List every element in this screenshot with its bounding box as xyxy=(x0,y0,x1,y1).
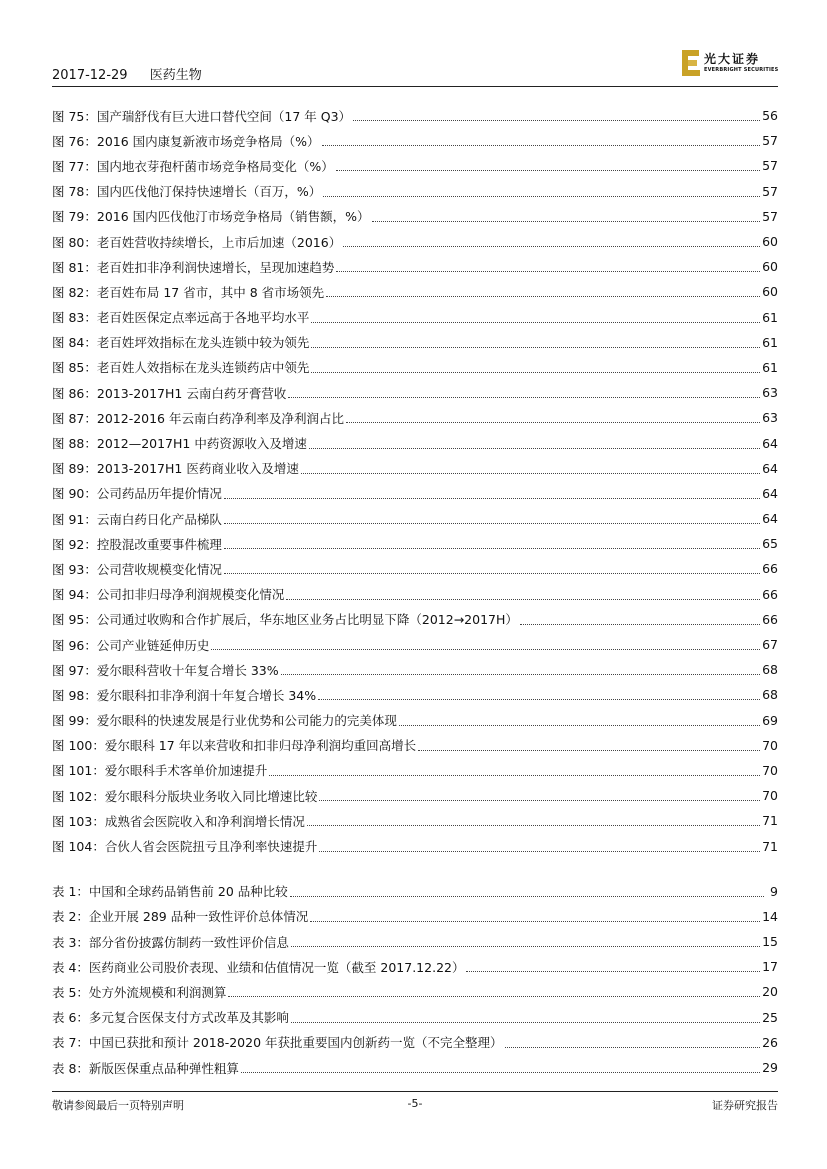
table-list xyxy=(52,879,778,1081)
figure-entry-page: 71 xyxy=(762,813,778,829)
figure-entry-page: 57 xyxy=(762,158,778,174)
disclaimer-note: 敬请参阅最后一页特别声明 xyxy=(52,1099,184,1112)
figure-entry-page: 65 xyxy=(762,536,778,552)
dot-leader xyxy=(291,1022,760,1023)
table-entry-page: 17 xyxy=(762,959,778,975)
table-entry[interactable] xyxy=(52,1055,778,1080)
figure-entry-page: 63 xyxy=(762,385,778,401)
figure-entry-label: 图 78：国内匹伐他汀保持快速增长（百万，%） xyxy=(52,184,322,200)
figure-entry-label: 图 87：2012-2016 年云南白药净利率及净利润占比 xyxy=(52,410,344,426)
dot-leader xyxy=(336,271,760,272)
table-of-contents xyxy=(52,103,778,1080)
figure-entry[interactable] xyxy=(52,556,778,581)
figure-entry-page: 66 xyxy=(762,586,778,602)
figure-entry-label: 图 92：控股混改重要事件梳理 xyxy=(52,536,222,552)
figure-entry-page: 57 xyxy=(762,208,778,224)
logo-mark-icon xyxy=(682,50,700,76)
figure-entry[interactable] xyxy=(52,682,778,707)
figure-entry-label: 图 99：爱尔眼科的快速发展是行业优势和公司能力的完美体现 xyxy=(52,713,397,729)
figure-entry-label: 图 104：合伙人省会医院扭亏且净利率快速提升 xyxy=(52,839,318,855)
figure-entry[interactable] xyxy=(52,783,778,808)
figure-entry-label: 图 95：公司通过收购和合作扩展后，华东地区业务占比明显下降（2012→2017H） xyxy=(52,612,518,628)
dot-leader xyxy=(319,800,760,801)
figure-entry-label: 图 91：云南白药日化产品梯队 xyxy=(52,511,222,527)
dot-leader xyxy=(326,296,760,297)
table-entry-page: 20 xyxy=(762,984,778,1000)
figure-entry-label: 图 102：爱尔眼科分版块业务收入同比增速比较 xyxy=(52,788,318,804)
figure-entry[interactable] xyxy=(52,758,778,783)
figure-entry-label: 图 83：老百姓医保定点率远高于各地平均水平 xyxy=(52,310,310,326)
figure-entry-label: 图 88：2012—2017H1 中药资源收入及增速 xyxy=(52,436,307,452)
dot-leader xyxy=(241,1072,760,1073)
footer-divider xyxy=(52,1091,778,1092)
table-entry-page: 15 xyxy=(762,934,778,950)
dot-leader xyxy=(224,498,760,499)
figure-entry-label: 图 90：公司药品历年提价情况 xyxy=(52,486,222,502)
figure-entry-page: 61 xyxy=(762,359,778,375)
dot-leader xyxy=(269,775,760,776)
report-date: 2017-12-29 xyxy=(52,68,128,83)
table-entry-label: 表 7：中国已获批和预计 2018-2020 年获批重要国内创新药一览（不完全整理） xyxy=(52,1035,503,1051)
figure-entry-label: 图 101：爱尔眼科手术客单价加速提升 xyxy=(52,763,268,779)
dot-leader xyxy=(418,750,760,751)
dot-leader xyxy=(311,372,760,373)
figure-entry[interactable] xyxy=(52,657,778,682)
figure-entry-label: 图 98：爱尔眼科扣非净利润十年复合增长 34% xyxy=(52,687,317,703)
table-entry-label: 表 6：多元复合医保支付方式改革及其影响 xyxy=(52,1010,289,1026)
figure-entry[interactable] xyxy=(52,103,778,128)
dot-leader xyxy=(307,825,760,826)
figure-entry-page: 64 xyxy=(762,485,778,501)
figure-entry-page: 64 xyxy=(762,460,778,476)
dot-leader xyxy=(322,145,761,146)
dot-leader xyxy=(319,851,760,852)
figure-entry[interactable] xyxy=(52,179,778,204)
table-entry-label: 表 5：处方外流规模和利润测算 xyxy=(52,984,227,1000)
dot-leader xyxy=(399,725,760,726)
figure-entry-label: 图 77：国内地衣芽孢杆菌市场竞争格局变化（%） xyxy=(52,158,334,174)
section-gap xyxy=(52,859,778,879)
figure-entry[interactable] xyxy=(52,355,778,380)
figure-entry-label: 图 100：爱尔眼科 17 年以来营收和扣非归母净利润均重回高增长 xyxy=(52,738,417,754)
figure-entry[interactable] xyxy=(52,481,778,506)
figure-entry[interactable] xyxy=(52,582,778,607)
figure-entry[interactable] xyxy=(52,456,778,481)
figure-entry-page: 67 xyxy=(762,637,778,653)
figure-entry-label: 图 80：老百姓营收持续增长，上市后加速（2016） xyxy=(52,234,342,250)
dot-leader xyxy=(353,120,760,121)
table-entry-label: 表 2：企业开展 289 品种一致性评价总体情况 xyxy=(52,909,309,925)
dot-leader xyxy=(466,971,760,972)
dot-leader xyxy=(301,473,760,474)
dot-leader xyxy=(372,221,761,222)
table-entry[interactable] xyxy=(52,879,778,904)
dot-leader xyxy=(346,422,760,423)
figure-entry-page: 64 xyxy=(762,511,778,527)
table-entry-label: 表 1：中国和全球药品销售前 20 品种比较 xyxy=(52,884,288,900)
figure-entry[interactable] xyxy=(52,330,778,355)
figure-entry-page: 68 xyxy=(762,687,778,703)
figure-entry-page: 68 xyxy=(762,662,778,678)
figure-entry-page: 60 xyxy=(762,234,778,250)
figure-entry[interactable] xyxy=(52,229,778,254)
figure-entry[interactable] xyxy=(52,405,778,430)
figure-entry-label: 图 76：2016 国内康复新液市场竞争格局（%） xyxy=(52,133,320,149)
figure-entry[interactable] xyxy=(52,153,778,178)
table-entry[interactable] xyxy=(52,979,778,1004)
figure-entry[interactable] xyxy=(52,506,778,531)
figure-entry-label: 图 82：老百姓布局 17 省市，其中 8 省市场领先 xyxy=(52,284,325,300)
figure-entry-page: 66 xyxy=(762,561,778,577)
figure-entry-label: 图 84：老百姓坪效指标在龙头连锁中较为领先 xyxy=(52,335,310,351)
figure-entry-page: 56 xyxy=(762,108,778,124)
table-entry-label: 表 4：医药商业公司股价表现、业绩和估值情况一览（截至 2017.12.22） xyxy=(52,959,465,975)
table-entry[interactable] xyxy=(52,1030,778,1055)
page-number: -5- xyxy=(407,1097,423,1110)
figure-entry-page: 69 xyxy=(762,712,778,728)
figure-entry-page: 70 xyxy=(762,788,778,804)
figure-entry[interactable] xyxy=(52,607,778,632)
table-entry-page: 26 xyxy=(762,1034,778,1050)
figure-entry[interactable] xyxy=(52,430,778,455)
dot-leader xyxy=(343,246,760,247)
dot-leader xyxy=(290,896,764,897)
figure-entry-page: 61 xyxy=(762,334,778,350)
figure-entry[interactable] xyxy=(52,733,778,758)
dot-leader xyxy=(309,448,760,449)
figure-entry-label: 图 93：公司营收规模变化情况 xyxy=(52,561,222,577)
logo-english-name: EVERBRIGHT SECURITIES xyxy=(704,67,779,73)
figure-entry-page: 57 xyxy=(762,183,778,199)
figure-entry-page: 64 xyxy=(762,435,778,451)
company-logo xyxy=(682,50,778,80)
figure-entry[interactable] xyxy=(52,380,778,405)
figure-entry[interactable] xyxy=(52,279,778,304)
page-header xyxy=(52,52,779,84)
figure-entry-page: 71 xyxy=(762,838,778,854)
figure-entry-label: 图 75：国产瑞舒伐有巨大进口替代空间（17 年 Q3） xyxy=(52,108,352,124)
table-entry-page: 25 xyxy=(762,1009,778,1025)
figure-entry-label: 图 79：2016 国内匹伐他汀市场竞争格局（销售额，%） xyxy=(52,209,370,225)
table-entry-label: 表 3：部分省份披露仿制药一致性评价信息 xyxy=(52,934,289,950)
report-sector: 医药生物 xyxy=(149,68,202,83)
figure-entry-label: 图 103：成熟省会医院收入和净利润增长情况 xyxy=(52,813,305,829)
dot-leader xyxy=(286,599,760,600)
figure-entry-label: 图 86：2013-2017H1 云南白药牙膏营收 xyxy=(52,385,287,401)
figure-list xyxy=(52,103,778,859)
figure-entry[interactable] xyxy=(52,128,778,153)
table-entry-page: 14 xyxy=(762,908,778,924)
header-text xyxy=(52,64,220,83)
table-entry-page: 9 xyxy=(770,883,778,899)
figure-entry-label: 图 81：老百姓扣非净利润快速增长，呈现加速趋势 xyxy=(52,259,335,275)
header-divider xyxy=(52,86,778,87)
figure-entry-page: 57 xyxy=(762,133,778,149)
dot-leader xyxy=(291,946,760,947)
figure-entry-page: 60 xyxy=(762,259,778,275)
figure-entry[interactable] xyxy=(52,305,778,330)
table-entry[interactable] xyxy=(52,904,778,929)
dot-leader xyxy=(311,322,760,323)
figure-entry-page: 60 xyxy=(762,284,778,300)
table-entry[interactable] xyxy=(52,1005,778,1030)
dot-leader xyxy=(281,674,760,675)
figure-entry-page: 70 xyxy=(762,737,778,753)
logo-chinese-name: 光大证券 xyxy=(704,52,761,66)
table-entry[interactable] xyxy=(52,954,778,979)
dot-leader xyxy=(228,996,760,997)
figure-entry-label: 图 94：公司扣非归母净利润规模变化情况 xyxy=(52,587,285,603)
dot-leader xyxy=(311,347,760,348)
dot-leader xyxy=(288,397,760,398)
dot-leader xyxy=(318,699,760,700)
figure-entry[interactable] xyxy=(52,833,778,858)
figure-entry[interactable] xyxy=(52,632,778,657)
report-type: 证券研究报告 xyxy=(712,1099,778,1112)
figure-entry[interactable] xyxy=(52,808,778,833)
figure-entry-label: 图 96：公司产业链延伸历史 xyxy=(52,637,210,653)
figure-entry[interactable] xyxy=(52,254,778,279)
figure-entry-page: 61 xyxy=(762,309,778,325)
dot-leader xyxy=(224,523,760,524)
table-entry-label: 表 8：新版医保重点品种弹性粗算 xyxy=(52,1060,239,1076)
figure-entry[interactable] xyxy=(52,204,778,229)
dot-leader xyxy=(211,649,760,650)
figure-entry-page: 70 xyxy=(762,762,778,778)
figure-entry-label: 图 85：老百姓人效指标在龙头连锁药店中领先 xyxy=(52,360,310,376)
figure-entry[interactable] xyxy=(52,708,778,733)
dot-leader xyxy=(224,573,760,574)
dot-leader xyxy=(323,196,760,197)
dot-leader xyxy=(224,548,760,549)
figure-entry-label: 图 97：爱尔眼科营收十年复合增长 33% xyxy=(52,662,279,678)
dot-leader xyxy=(520,624,760,625)
figure-entry-page: 66 xyxy=(762,611,778,627)
figure-entry[interactable] xyxy=(52,531,778,556)
table-entry[interactable] xyxy=(52,929,778,954)
figure-entry-label: 图 89：2013-2017H1 医药商业收入及增速 xyxy=(52,461,299,477)
dot-leader xyxy=(505,1047,761,1048)
table-entry-page: 29 xyxy=(762,1060,778,1076)
dot-leader xyxy=(310,921,760,922)
dot-leader xyxy=(336,170,760,171)
figure-entry-page: 63 xyxy=(762,410,778,426)
